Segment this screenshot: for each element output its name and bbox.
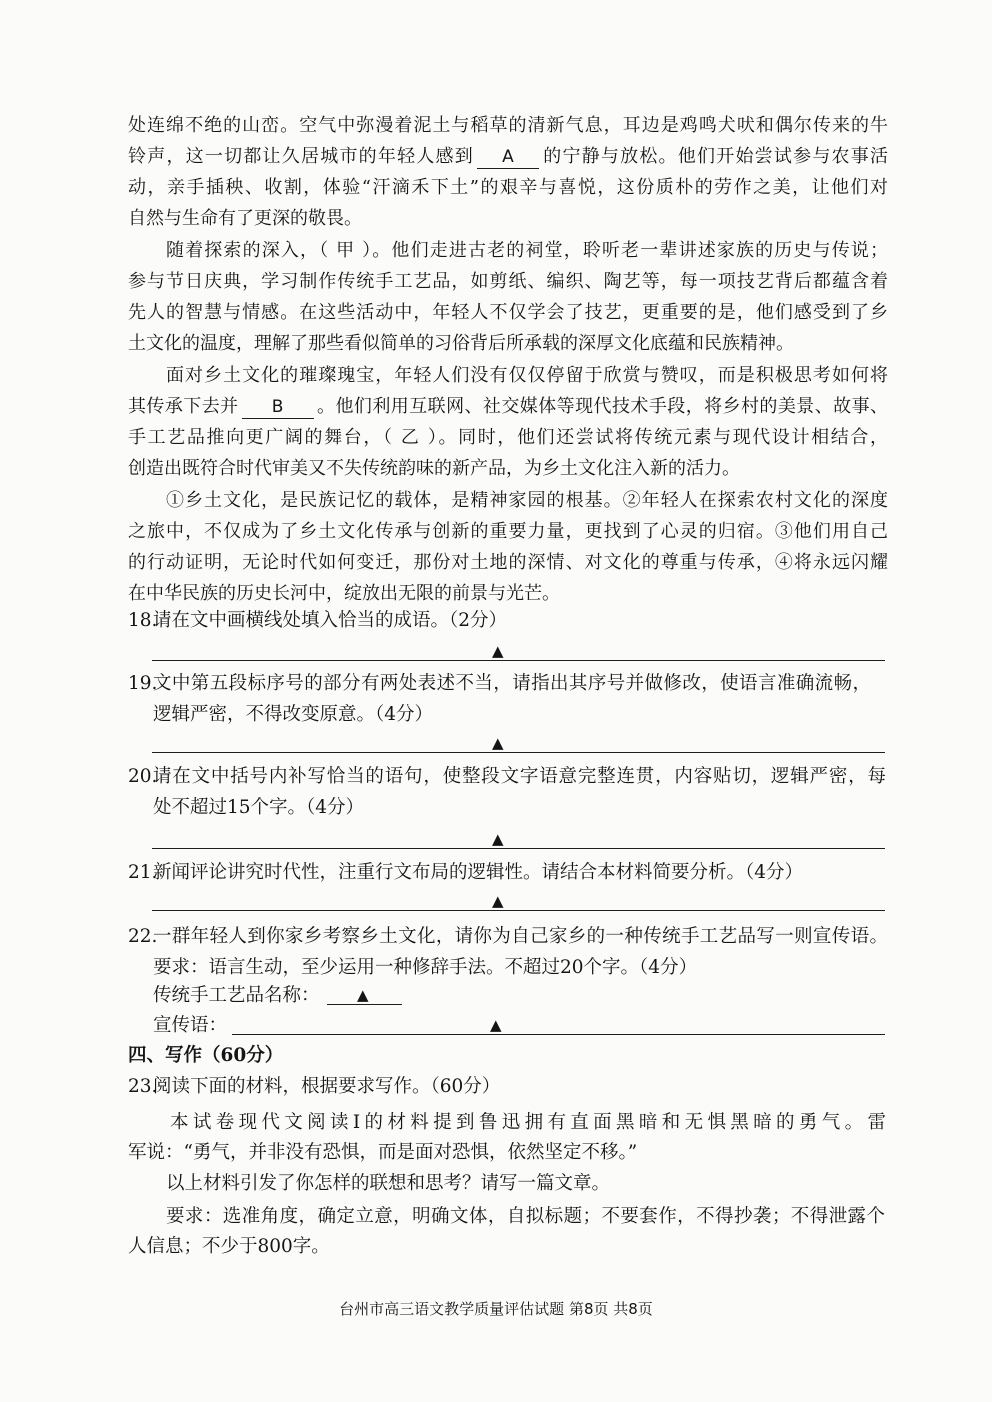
- triangle-icon: ▲: [492, 734, 504, 752]
- paragraph-2-line-2: 参与节日庆典，学习制作传统手工艺品，如剪纸、编织、陶艺等，每一项技艺背后都蕴含着: [128, 271, 888, 292]
- question-number: 19.: [128, 673, 158, 694]
- question-number: 18.: [128, 610, 158, 631]
- section-heading: 四、写作（60分）: [128, 1045, 284, 1066]
- triangle-icon: ▲: [492, 830, 504, 848]
- paragraph-1: [128, 110, 888, 234]
- blank-a: A: [477, 146, 539, 169]
- paragraph-4-line-2: 之旅中，不仅成为了乡土文化传承与创新的重要力量，更找到了心灵的归宿。③他们用自己: [128, 521, 888, 542]
- question-text: 一群年轻人到你家乡考察乡土文化，请你为自己家乡的一种传统手工艺品写一则宣传语。: [153, 926, 888, 947]
- line-text: 铃声，这一切都让久居城市的年轻人感到: [128, 146, 474, 167]
- requirements-line-1: 要求：选准角度，确定立意，明确文体，自拟标题；不要套作，不得抄袭；不得泄露个: [166, 1206, 885, 1227]
- requirements-line-2: 人信息；不少于800字。: [128, 1236, 330, 1257]
- question-23: [128, 1071, 888, 1102]
- triangle-icon: ▲: [490, 1016, 502, 1034]
- writing-task: 以上材料引发了你怎样的联想和思考？请写一篇文章。: [166, 1173, 611, 1194]
- question-requirements: 要求：语言生动，至少运用一种修辞手法。不超过20个字。（4分）: [153, 957, 698, 978]
- paragraph-2-line-3: 先人的智慧与情感。在这些活动中，年轻人不仅学会了技艺，更重要的是，他们感受到了乡: [128, 302, 888, 323]
- paragraph-1-line-4: 自然与生命有了更深的敬畏。: [128, 208, 362, 229]
- paragraph-3-line-3: 手工艺品推向更广阔的舞台，（ 乙 ）。同时，他们还尝试将传统元素与现代设计相结合，: [128, 427, 888, 448]
- line-text: 的宁静与放松。他们开始尝试参与农事活: [542, 146, 888, 167]
- triangle-icon: ▲: [492, 892, 504, 910]
- line-text: 。他们利用互联网、社交媒体等现代技术手段，将乡村的美景、故事、: [316, 396, 889, 417]
- question-19: [128, 668, 888, 730]
- answer-line-18: [152, 640, 885, 661]
- blank-b: B: [242, 396, 314, 419]
- paragraph-4: [128, 485, 888, 609]
- paragraph-3-line-2: [128, 391, 888, 422]
- answer-line-20: [152, 828, 885, 849]
- question-number: 22.: [128, 926, 158, 947]
- paragraph-3-line-1: 面对乡土文化的璀璨瑰宝，年轻人们没有仅仅停留于欣赏与赞叹，而是积极思考如何将: [166, 365, 888, 386]
- paragraph-3: [128, 360, 888, 484]
- paragraph-2-line-4: 土文化的温度，理解了那些看似简单的习俗背后所承载的深厚文化底蕴和民族精神。: [128, 333, 794, 354]
- paragraph-2: [128, 235, 888, 359]
- paragraph-1-line-1: 处连绵不绝的山峦。空气中弥漫着泥土与稻草的清新气息，耳边是鸡鸣犬吠和偶尔传来的牛: [128, 115, 888, 136]
- question-text: 处不超过15个字。（4分）: [153, 797, 365, 818]
- paragraph-3-line-4: 创造出既符合时代审美又不失传统韵味的新产品，为乡土文化注入新的活力。: [128, 458, 740, 479]
- craft-name-blank: [327, 984, 402, 1005]
- paragraph-4-line-1: ①乡土文化，是民族记忆的载体，是精神家园的根基。②年轻人在探索农村文化的深度: [166, 490, 888, 511]
- question-number: 23.: [128, 1076, 158, 1097]
- paragraph-1-line-3: 动，亲手插秧、收割，体验“汗滴禾下土”的艰辛与喜悦，这份质朴的劳作之美，让他们对: [128, 177, 888, 198]
- answer-line-19: [152, 732, 885, 753]
- question-number: 21.: [128, 862, 158, 883]
- material-line-1: 本试卷现代文阅读Ⅰ的材料提到鲁迅拥有直面黑暗和无惧黑暗的勇气。雷: [170, 1112, 886, 1133]
- question-21: [128, 857, 888, 888]
- paragraph-4-line-4: 在中华民族的历史长河中，绽放出无限的前景与光芒。: [128, 583, 560, 604]
- slogan-label: 宣传语：: [153, 1015, 228, 1036]
- paragraph-1-line-2: [128, 141, 888, 172]
- triangle-icon: ▲: [357, 986, 369, 1004]
- question-text: 逻辑严密，不得改变原意。（4分）: [153, 704, 434, 725]
- question-number: 20.: [128, 766, 158, 787]
- triangle-icon: ▲: [492, 642, 504, 660]
- question-20: [128, 761, 888, 823]
- line-text: 其传承下去并: [128, 396, 239, 417]
- question-text: 请在文中括号内补写恰当的语句，使整段文字语意完整连贯，内容贴切，逻辑严密，每: [153, 766, 886, 787]
- question-text: 请在文中画横线处填入恰当的成语。（2分）: [153, 610, 508, 631]
- question-text: 文中第五段标序号的部分有两处表述不当，请指出其序号并做修改，使语言准确流畅，: [153, 673, 871, 694]
- paragraph-4-line-3: 的行动证明，无论时代如何变迁，那份对土地的深情、对文化的尊重与传承，④将永远闪耀: [128, 552, 888, 573]
- question-text: 阅读下面的材料，根据要求写作。（60分）: [153, 1076, 501, 1097]
- page-footer: 台州市高三语文教学质量评估试题 第8页 共8页: [339, 1300, 653, 1318]
- paragraph-2-line-1: 随着探索的深入，（ 甲 ）。他们走进古老的祠堂，聆听老一辈讲述家族的历史与传说；: [166, 240, 888, 261]
- answer-line-21: [152, 890, 885, 911]
- material-line-2: 军说：“勇气，并非没有恐惧，而是面对恐惧，依然坚定不移。”: [128, 1142, 638, 1163]
- craft-name-label: 传统手工艺品名称：: [153, 985, 320, 1006]
- question-text: 新闻评论讲究时代性，注重行文布局的逻辑性。请结合本材料简要分析。（4分）: [153, 862, 804, 883]
- slogan-blank: [232, 1014, 885, 1035]
- question-22: [128, 921, 888, 983]
- question-18: [128, 605, 888, 636]
